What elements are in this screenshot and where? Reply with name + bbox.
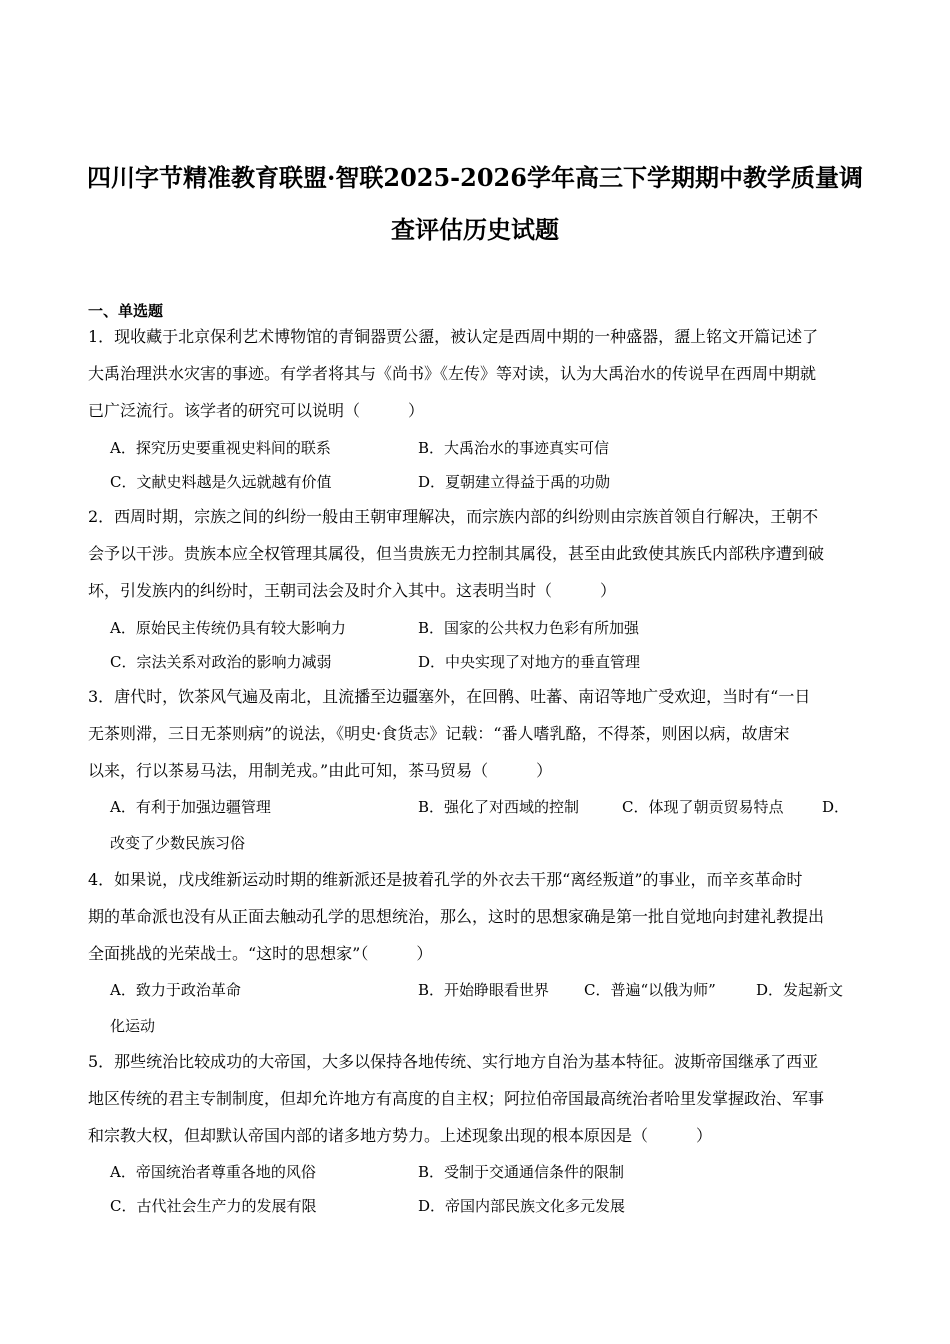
option-a: A．帝国统治者尊重各地的风俗 bbox=[110, 1163, 316, 1181]
question-text-line: 和宗教大权，但却默认帝国内部的诸多地方势力。上述现象出现的根本原因是（ ） bbox=[88, 1126, 713, 1145]
question-text-line: 会予以干涉。贵族本应全权管理其属役，但当贵族无力控制其属役，甚至由此致使其族氏内部秩序遭到破 bbox=[88, 544, 825, 563]
option-a: A．有利于加强边疆管理 bbox=[110, 798, 271, 816]
question-text-line: 5．那些统治比较成功的大帝国，大多以保持各地传统、实行地方自治为基本特征。波斯帝国继承了西亚 bbox=[88, 1052, 819, 1071]
option-c: C．体现了朝贡贸易特点 bbox=[622, 798, 784, 816]
option-c: C．文献史料越是久远就越有价值 bbox=[110, 473, 332, 491]
exam-title-line1: 四川字节精准教育联盟·智联2025-2026学年高三下学期期中教学质量调 bbox=[87, 163, 863, 192]
exam-title-line2: 查评估历史试题 bbox=[391, 215, 559, 244]
option-b: B．受制于交通通信条件的限制 bbox=[418, 1163, 625, 1181]
option-b: B．强化了对西域的控制 bbox=[418, 798, 580, 816]
question-text-line: 全面挑战的光荣战士。“这时的思想家”（ ） bbox=[88, 944, 433, 963]
question-text-line: 以来，行以茶易马法，用制羌戎。”由此可知，茶马贸易（ ） bbox=[88, 761, 553, 780]
option-b: B．大禹治水的事迹真实可信 bbox=[418, 439, 610, 457]
option-b: B．国家的公共权力色彩有所加强 bbox=[418, 619, 640, 637]
option-c: C．古代社会生产力的发展有限 bbox=[110, 1197, 317, 1215]
option-c: C．普遍“以俄为师” bbox=[584, 981, 716, 999]
question-text-line: 地区传统的君主专制制度，但却允许地方有高度的自主权；阿拉伯帝国最高统治者哈里发掌握政治、军事 bbox=[88, 1089, 825, 1108]
option-d-continued: 改变了少数民族习俗 bbox=[110, 834, 246, 852]
question-text-line: 2．西周时期，宗族之间的纠纷一般由王朝审理解决，而宗族内部的纠纷则由宗族首领自行解决，王朝不 bbox=[88, 507, 819, 526]
option-a: A．原始民主传统仍具有较大影响力 bbox=[110, 619, 346, 637]
option-d-continued: 化运动 bbox=[110, 1017, 156, 1035]
section-heading: 一、单选题 bbox=[88, 302, 164, 320]
question-text-line: 1．现收藏于北京保利艺术博物馆的青铜器贾公盨，被认定是西周中期的一种盛器，盨上铭文开篇记述了 bbox=[88, 327, 819, 346]
question-text-line: 4．如果说，戊戌维新运动时期的维新派还是披着孔学的外衣去干那“离经叛道”的事业，而辛亥革命时 bbox=[88, 870, 803, 889]
question-text-line: 大禹治理洪水灾害的事迹。有学者将其与《尚书》《左传》等对读，认为大禹治水的传说早在西周中期就 bbox=[88, 364, 817, 383]
question-text-line: 无茶则滞，三日无茶则病”的说法，《明史·食货志》记载：“番人嗜乳酪，不得茶，则困以病，故唐宋 bbox=[88, 724, 790, 743]
question-text-line: 3．唐代时，饮茶风气遍及南北，且流播至边疆塞外，在回鹘、吐蕃、南诏等地广受欢迎，当时有“一日 bbox=[88, 687, 811, 706]
option-d: D． bbox=[822, 798, 850, 816]
option-b: B．开始睁眼看世界 bbox=[418, 981, 550, 999]
question-text-line: 已广泛流行。该学者的研究可以说明（ ） bbox=[88, 401, 425, 420]
question-text-line: 坏，引发族内的纠纷时，王朝司法会及时介入其中。这表明当时（ ） bbox=[88, 581, 617, 600]
option-c: C．宗法关系对政治的影响力减弱 bbox=[110, 653, 332, 671]
option-d: D．夏朝建立得益于禹的功勋 bbox=[418, 473, 611, 491]
option-a: A．探究历史要重视史料间的联系 bbox=[110, 439, 331, 457]
option-d: D．帝国内部民族文化多元发展 bbox=[418, 1197, 626, 1215]
option-a: A．致力于政治革命 bbox=[110, 981, 241, 999]
option-d: D．中央实现了对地方的垂直管理 bbox=[418, 653, 641, 671]
question-text-line: 期的革命派也没有从正面去触动孔学的思想统治，那么，这时的思想家确是第一批自觉地向封建礼教提出 bbox=[88, 907, 825, 926]
option-d: D．发起新文 bbox=[756, 981, 844, 999]
